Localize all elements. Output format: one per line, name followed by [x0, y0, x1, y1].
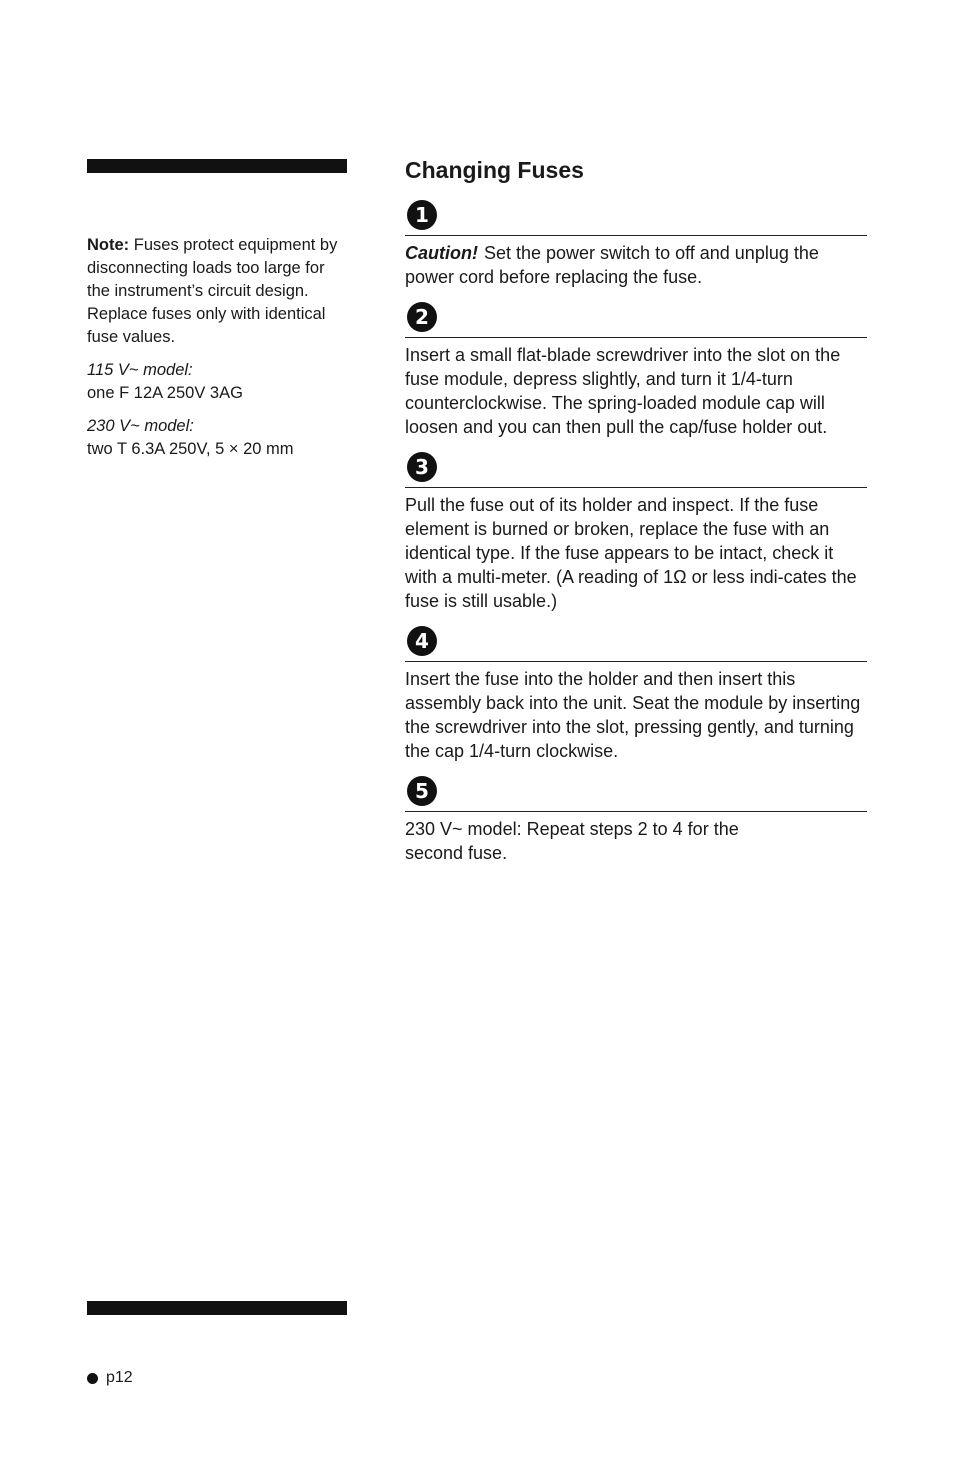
step-1-text	[405, 241, 867, 289]
bottom-divider-bar	[87, 1301, 347, 1315]
step-2-header	[405, 301, 867, 338]
page-number: p12	[106, 1369, 133, 1386]
spec-label: 230 V~ model:	[87, 417, 194, 435]
step-5-text: 230 V~ model: Repeat steps 2 to 4 for the second fuse.	[405, 819, 739, 863]
step-5-header	[405, 775, 867, 812]
caution-text: Set the power switch to off and unplug the power cord before replacing the fuse.	[405, 243, 819, 287]
top-divider-bar	[87, 159, 347, 173]
step-4-header	[405, 625, 867, 662]
spec-value: two T 6.3A 250V, 5 × 20 mm	[87, 440, 294, 458]
page-footer	[87, 1367, 133, 1389]
step-number-icon: 2	[407, 302, 437, 332]
sidebar-notes	[87, 234, 349, 461]
spec-label: 115 V~ model:	[87, 361, 193, 379]
step-number-icon: 5	[407, 776, 437, 806]
step-3-header	[405, 451, 867, 488]
note-text: Fuses protect equipment by disconnecting loads too large for the instrument’s circuit design. Replace fuses only with identical fuse values.	[87, 236, 338, 346]
step-number-icon: 3	[407, 452, 437, 482]
step-number-icon: 4	[407, 626, 437, 656]
page-title: Changing Fuses	[405, 157, 584, 183]
note-label: Note:	[87, 236, 130, 254]
spec-value: one F 12A 250V 3AG	[87, 384, 243, 402]
spec-115v	[87, 359, 349, 405]
main-content	[405, 155, 867, 865]
step-4-text: Insert the fuse into the holder and then insert this assembly back into the unit. Seat the module by inserting the screwdriver into the slot, pressing gently, and turning the cap 1/4-turn clockwise.	[405, 669, 861, 761]
step-number-icon: 1	[407, 200, 437, 230]
fuse-note	[87, 234, 349, 349]
spec-230v	[87, 415, 349, 461]
step-3-text: Pull the fuse out of its holder and inspect. If the fuse element is burned or broken, replace the fuse with an identical type. If the fuse appears to be intact, check it with a multi-meter. (A reading of 1Ω or less indi-cates the fuse is still usable.)	[405, 495, 857, 611]
bullet-icon	[87, 1373, 98, 1384]
caution-label: Caution!	[405, 243, 478, 263]
step-2-text: Insert a small flat-blade screwdriver into the slot on the fuse module, depress slightly, and turn it 1/4-turn counterclockwise. The spring-loaded module cap will loosen and you can then pull the cap/fuse holder out.	[405, 345, 841, 437]
step-1-header	[405, 199, 867, 236]
